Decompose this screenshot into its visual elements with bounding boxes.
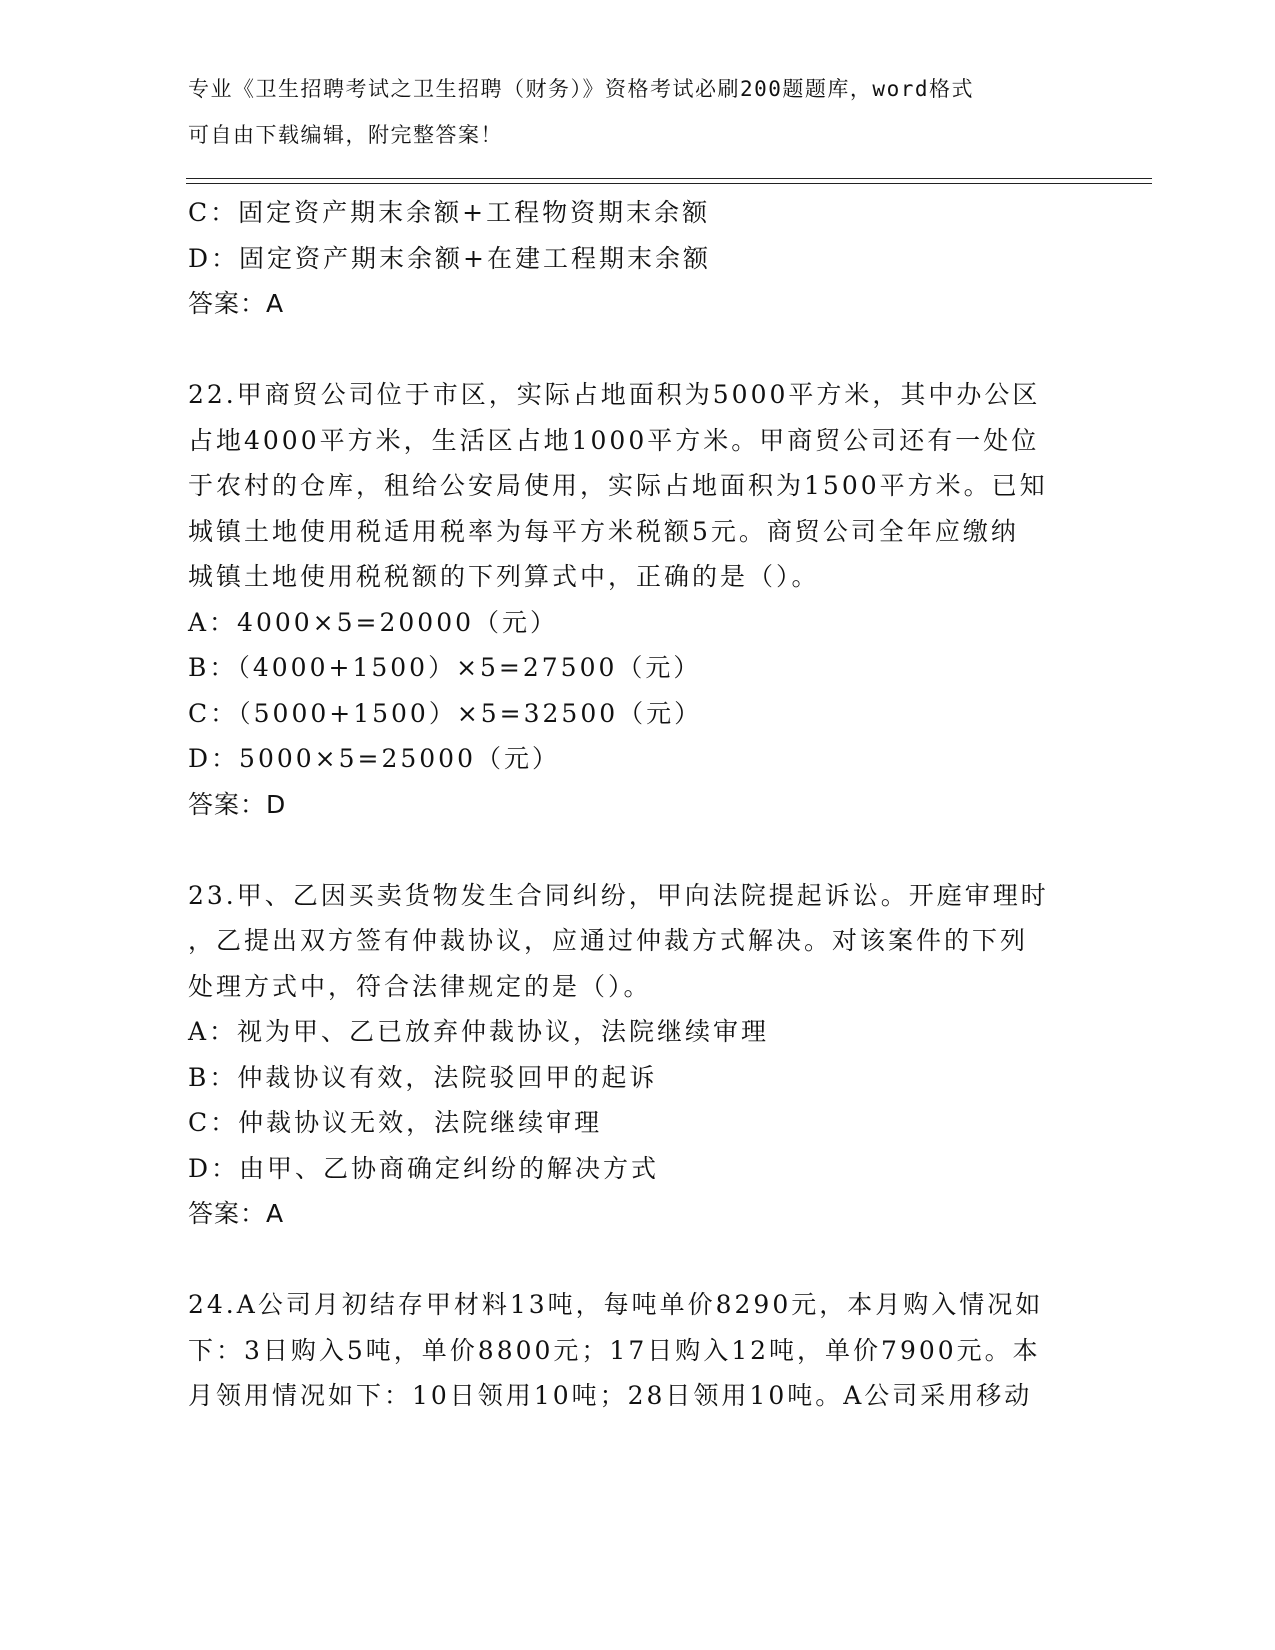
question-block-24 — [188, 1282, 1088, 1419]
question-text-line: 月领用情况如下：10日领用10吨；28日领用10吨。A公司采用移动 — [188, 1381, 1033, 1410]
option-d: D：固定资产期末余额+在建工程期末余额 — [188, 243, 711, 273]
header-line-2: 可自由下载编辑，附完整答案！ — [188, 122, 503, 147]
question-text-line: 处理方式中，符合法律规定的是（）。 — [188, 971, 652, 1001]
header-double-rule — [186, 178, 1152, 184]
question-text-line: 24.A公司月初结存甲材料13吨，每吨单价8290元，本月购入情况如 — [188, 1290, 1044, 1319]
question-text-line: 下：3日购入5吨，单价8800元；17日购入12吨，单价7900元。本 — [188, 1335, 1041, 1365]
question-text-line: 城镇土地使用税税额的下列算式中，正确的是（）。 — [188, 562, 820, 591]
option-c: C：固定资产期末余额+工程物资期末余额 — [188, 198, 711, 227]
header-line-1: 专业《卫生招聘考试之卫生招聘（财务）》资格考试必刷200题题库，word格式 — [188, 77, 974, 101]
spacer — [188, 327, 1088, 373]
option-b: B：（4000+1500）×5=27500（元） — [188, 653, 702, 682]
question-text-line: 城镇土地使用税适用税率为每平方米税额5元。商贸公司全年应缴纳 — [188, 516, 1019, 546]
option-d: D：由甲、乙协商确定纠纷的解决方式 — [188, 1153, 660, 1183]
option-b: B：仲裁协议有效，法院驳回甲的起诉 — [188, 1062, 658, 1092]
option-c: C：（5000+1500）×5=32500（元） — [188, 698, 703, 728]
spacer — [188, 1237, 1088, 1283]
option-a: A：4000×5=20000（元） — [188, 607, 559, 637]
answer-line: 答案：D — [188, 789, 287, 819]
page-header — [188, 73, 1068, 164]
question-block-22 — [188, 372, 1088, 827]
question-text-line: 22.甲商贸公司位于市区，实际占地面积为5000平方米，其中办公区 — [188, 380, 1041, 409]
answer-line: 答案：A — [188, 289, 285, 318]
option-a: A：视为甲、乙已放弃仲裁协议，法院继续审理 — [188, 1017, 770, 1046]
option-d: D：5000×5=25000（元） — [188, 744, 560, 773]
spacer — [188, 827, 1088, 873]
question-text-line: 23.甲、乙因买卖货物发生合同纠纷，甲向法院提起诉讼。开庭审理时 — [188, 880, 1049, 910]
question-block-23 — [188, 873, 1088, 1237]
question-text-line: 于农村的仓库，租给公安局使用，实际占地面积为1500平方米。已知 — [188, 471, 1048, 500]
answer-line: 答案：A — [188, 1199, 285, 1228]
question-text-line: 占地4000平方米，生活区占地1000平方米。甲商贸公司还有一处位 — [188, 425, 1040, 455]
question-text-line: ，乙提出双方签有仲裁协议，应通过仲裁方式解决。对该案件的下列 — [188, 926, 1029, 955]
document-body — [188, 190, 1088, 1419]
option-c: C：仲裁协议无效，法院继续审理 — [188, 1108, 603, 1137]
question-block-21 — [188, 190, 1088, 327]
